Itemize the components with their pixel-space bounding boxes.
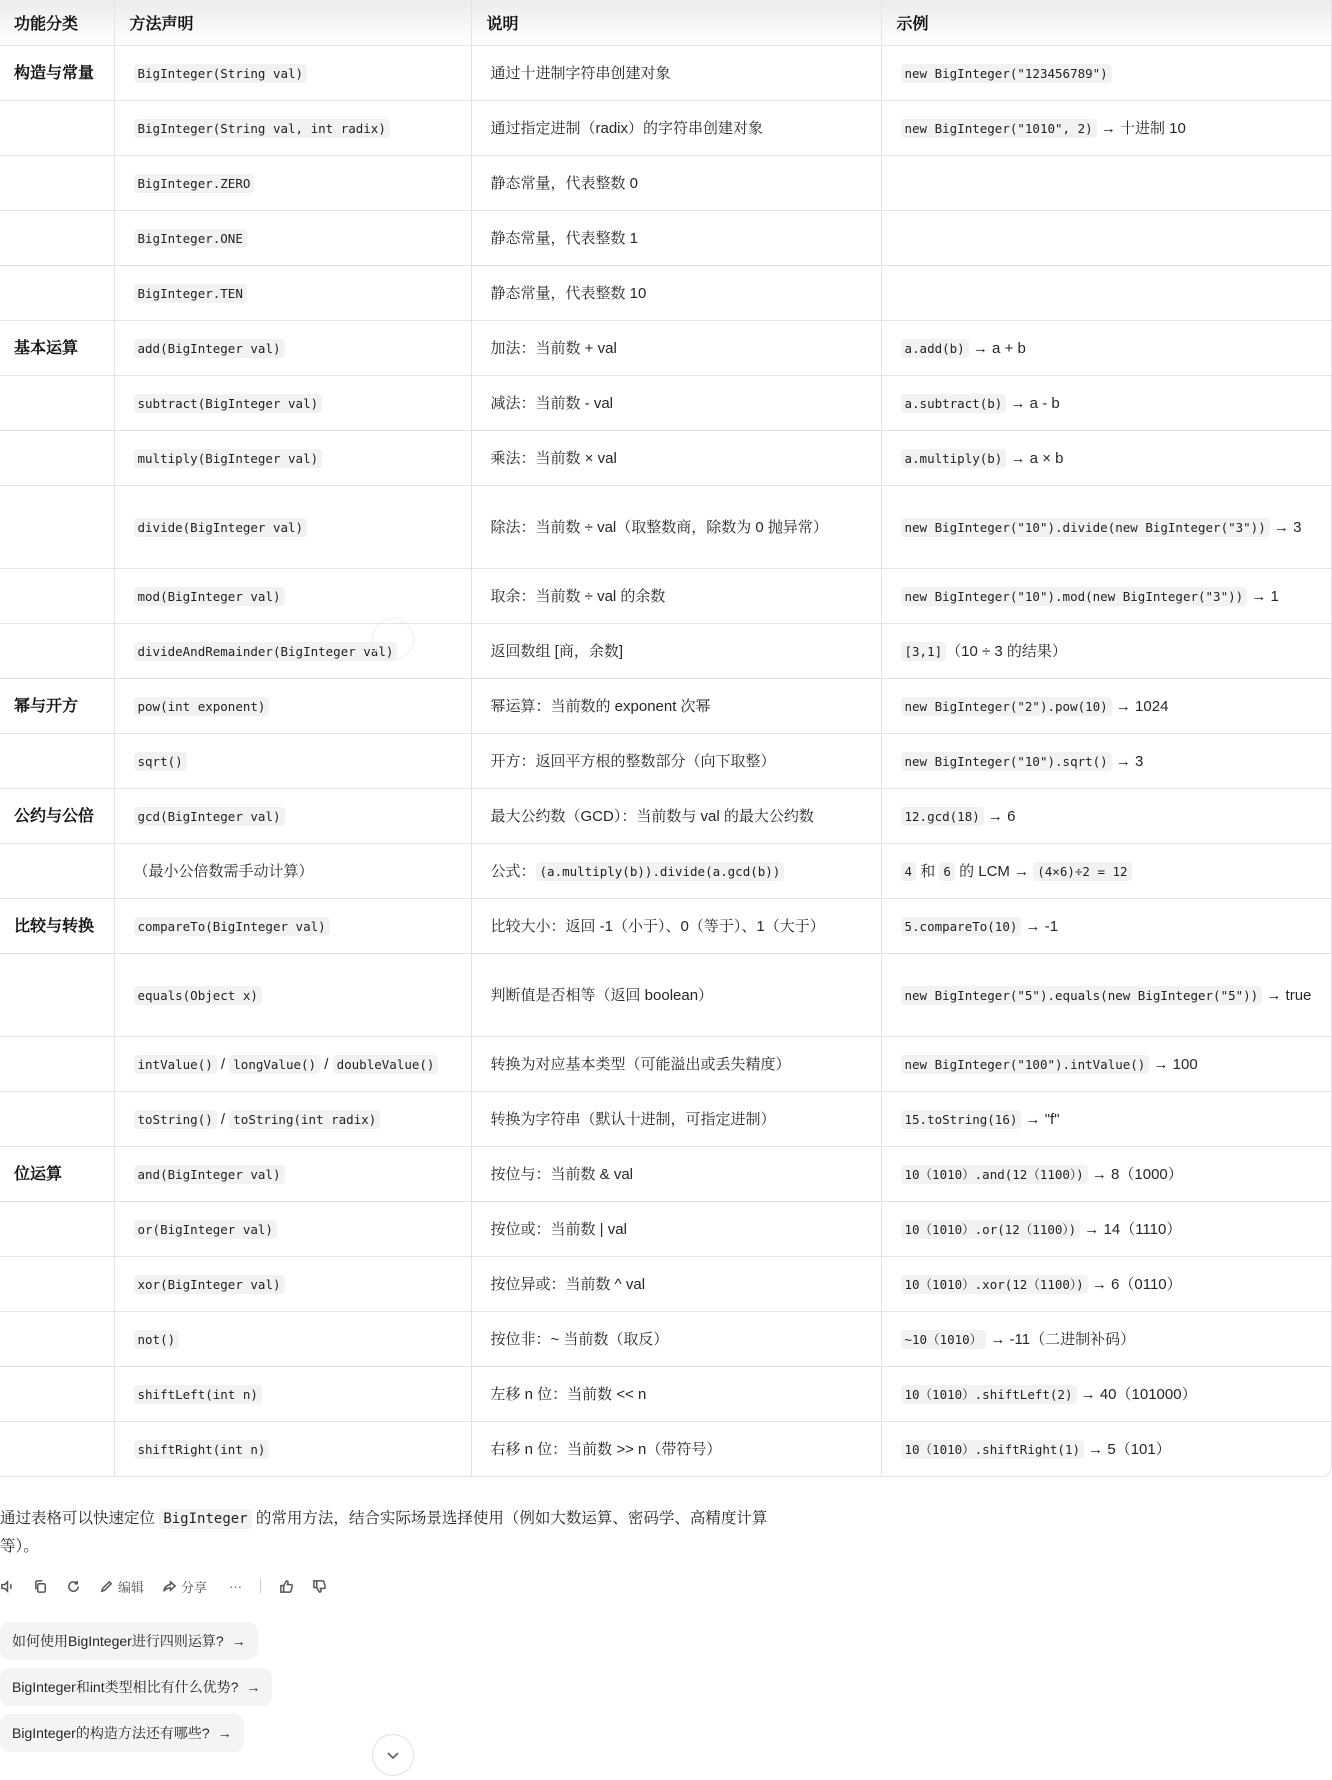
inline-code: equals(Object x) [134,986,262,1005]
cell-text: 按位与：当前数 & val [490,1165,634,1183]
category-cell [0,156,114,211]
table-row [0,431,1331,486]
cell-text: → a - b [1006,394,1060,412]
inline-code: toString() [134,1110,217,1129]
cell-text: 返回数组 [商，余数] [490,642,624,660]
inline-code: shiftRight(int n) [134,1440,270,1459]
share-button[interactable] [162,1577,207,1596]
category-cell: 比较与转换 [0,899,114,954]
table-row [0,1422,1331,1477]
table-row [0,211,1331,266]
cell-text: → 8（1000） [1087,1165,1183,1183]
category-cell [0,1257,114,1312]
example-cell [881,1367,1331,1422]
inline-code: (a.multiply(b)).divide(a.gcd(b)) [536,862,785,881]
inline-code: new BigInteger("5").equals(new BigInteger("5")) [901,986,1263,1005]
description-cell [471,679,881,734]
cell-text: → "f" [1021,1110,1060,1128]
cell-text: 左移 n 位：当前数 << n [490,1385,647,1403]
table-row [0,1092,1331,1147]
method-cell [114,844,471,899]
summary-code: BigInteger [159,1509,251,1529]
inline-code: 12.gcd(18) [901,807,984,826]
description-cell [471,1422,881,1477]
suggestion-item[interactable] [0,1714,244,1752]
example-cell [881,211,1331,266]
description-cell [471,376,881,431]
inline-code: ~10（1010） [901,1330,987,1349]
cell-text: / [216,1110,230,1128]
inline-code: shiftLeft(int n) [134,1385,262,1404]
method-cell [114,679,471,734]
description-cell [471,46,881,101]
inline-code: new BigInteger("2").pow(10) [901,697,1112,716]
table-row [0,1367,1331,1422]
dislike-button[interactable] [312,1579,327,1594]
speaker-icon [0,1579,15,1594]
inline-code: or(BigInteger val) [134,1220,277,1239]
table-row [0,734,1331,789]
table-row [0,844,1331,899]
cell-text: 的 LCM → [954,862,1034,880]
table-header-row [0,0,1331,46]
example-cell [881,101,1331,156]
suggestion-item[interactable] [0,1622,258,1660]
inline-code: intValue() [134,1055,217,1074]
category-cell [0,376,114,431]
cell-text: → true [1262,986,1312,1004]
description-cell [471,486,881,569]
inline-code: BigInteger(String val) [134,64,308,83]
cell-text: → 十进制 10 [1096,119,1186,137]
cell-text: （10 ÷ 3 的结果） [946,642,1067,660]
inline-code: new BigInteger("10").mod(new BigInteger("3")) [901,587,1248,606]
description-cell [471,1092,881,1147]
cell-text: → 3 [1111,752,1144,770]
description-cell [471,1037,881,1092]
inline-code: 15.toString(16) [901,1110,1022,1129]
cell-text: 取余：当前数 ÷ val 的余数 [490,587,666,605]
category-cell [0,1422,114,1477]
example-cell [881,1037,1331,1092]
cell-text: 判断值是否相等（返回 boolean） [490,986,714,1004]
table-row [0,321,1331,376]
inline-code: 5.compareTo(10) [901,917,1022,936]
description-cell [471,1367,881,1422]
example-cell [881,266,1331,321]
method-cell [114,1367,471,1422]
inline-code: divide(BigInteger val) [134,518,308,537]
cell-text: 幂运算：当前数的 exponent 次幂 [490,697,711,715]
inline-code: not() [134,1330,180,1349]
table-row [0,1312,1331,1367]
example-cell [881,431,1331,486]
edit-button[interactable] [99,1577,144,1596]
description-cell [471,1312,881,1367]
suggestion-item[interactable] [0,1668,272,1706]
description-cell [471,734,881,789]
category-cell [0,266,114,321]
table-row [0,266,1331,321]
description-cell [471,431,881,486]
cell-text: 通过十进制字符串创建对象 [490,64,671,82]
example-cell [881,844,1331,899]
inline-code: new BigInteger("100").intValue() [901,1055,1150,1074]
cell-text: → 3 [1269,518,1302,536]
cell-text: → 6 [983,807,1016,825]
description-cell [471,569,881,624]
description-cell [471,321,881,376]
cell-text: 开方：返回平方根的整数部分（向下取整） [490,752,776,770]
example-cell [881,1202,1331,1257]
method-cell [114,569,471,624]
category-cell [0,1367,114,1422]
cell-text: 按位非：~ 当前数（取反） [490,1330,669,1348]
category-cell [0,486,114,569]
table-row [0,569,1331,624]
inline-code: BigInteger(String val, int radix) [134,119,390,138]
suggestion-text: 如何使用BigInteger进行四则运算? [12,1633,224,1649]
inline-code: (4×6)÷2 = 12 [1033,862,1131,881]
inline-code: add(BigInteger val) [134,339,285,358]
inline-code: a.add(b) [901,339,969,358]
header-description: 说明 [471,0,881,46]
summary-before: 通过表格可以快速定位 [0,1510,160,1527]
inline-code: 10（1010）.shiftRight(1) [901,1440,1085,1459]
method-cell [114,1147,471,1202]
inline-code: new BigInteger("123456789") [901,64,1112,83]
cell-text: / [320,1055,333,1073]
cell-text: （最小公倍数需手动计算） [133,862,314,880]
category-cell [0,1312,114,1367]
example-cell [881,1147,1331,1202]
description-cell [471,266,881,321]
inline-code: 10（1010）.xor(12（1100）) [901,1275,1088,1294]
inline-code: 6 [939,862,955,881]
suggestion-text: BigInteger的构造方法还有哪些? [12,1725,210,1741]
method-cell [114,1202,471,1257]
cell-text: → 6（0110） [1087,1275,1182,1293]
inline-code: toString(int radix) [229,1110,380,1129]
cell-text: → 5（101） [1084,1440,1171,1458]
arrow-right-icon: → [217,1725,232,1741]
example-cell [881,486,1331,569]
cell-text: → 14（1110） [1080,1220,1182,1238]
method-cell [114,376,471,431]
scroll-down-button[interactable] [372,1734,414,1776]
method-cell [114,211,471,266]
method-cell [114,46,471,101]
faint-overlay-circle [372,618,414,660]
header-category: 功能分类 [0,0,114,46]
category-cell: 幂与开方 [0,679,114,734]
inline-code: BigInteger.ZERO [134,174,255,193]
example-cell [881,789,1331,844]
category-cell [0,624,114,679]
inline-code: BigInteger.ONE [134,229,247,248]
header-method: 方法声明 [114,0,471,46]
description-cell [471,899,881,954]
example-cell [881,899,1331,954]
method-cell [114,1037,471,1092]
inline-code: new BigInteger("1010", 2) [901,119,1097,138]
example-cell [881,1257,1331,1312]
chevron-down-icon [385,1747,401,1763]
table-row [0,376,1331,431]
inline-code: compareTo(BigInteger val) [134,917,330,936]
method-cell [114,789,471,844]
description-cell [471,211,881,266]
method-cell [114,954,471,1037]
more-icon: ··· [229,1578,243,1594]
inline-code: subtract(BigInteger val) [134,394,323,413]
description-cell [471,1257,881,1312]
cell-text: 按位异或：当前数 ^ val [490,1275,646,1293]
example-cell [881,1422,1331,1477]
table-row [0,156,1331,211]
summary-after: 的常用方法，结合实际场景选择使用（例如大数运算、密码学、高精度计算等）。 [0,1510,768,1555]
example-cell [881,679,1331,734]
table-row [0,1202,1331,1257]
cell-text: → -11（二进制补码） [986,1330,1136,1348]
category-cell [0,431,114,486]
category-cell [0,954,114,1037]
cell-text: 静态常量，代表整数 0 [490,174,639,192]
cell-text: → 1 [1247,587,1279,605]
copy-button[interactable] [33,1579,48,1594]
inline-code: 4 [901,862,917,881]
table-row [0,624,1331,679]
inline-code: divideAndRemainder(BigInteger val) [134,642,398,661]
table-body [0,46,1331,1477]
inline-code: [3,1] [901,642,947,661]
suggestion-text: BigInteger和int类型相比有什么优势? [12,1679,239,1695]
refresh-icon [66,1579,81,1594]
like-button[interactable] [279,1579,294,1594]
example-cell [881,46,1331,101]
share-icon [162,1579,177,1594]
table-row [0,486,1331,569]
edit-icon [99,1579,114,1594]
edit-label: 编辑 [118,1579,145,1595]
inline-code: new BigInteger("10").sqrt() [901,752,1112,771]
example-cell [881,569,1331,624]
cell-text: 右移 n 位：当前数 >> n（带符号） [490,1440,722,1458]
arrow-right-icon: → [246,1679,261,1695]
method-cell [114,486,471,569]
category-cell: 位运算 [0,1147,114,1202]
cell-text: → 40（101000） [1076,1385,1197,1403]
example-cell [881,734,1331,789]
cell-text: 静态常量，代表整数 10 [490,284,647,302]
inline-code: BigInteger.TEN [134,284,247,303]
cell-text: 静态常量，代表整数 1 [490,229,639,247]
category-cell [0,844,114,899]
inline-code: new BigInteger("10").divide(new BigInteger("3")) [901,518,1270,537]
example-cell [881,1312,1331,1367]
example-cell [881,376,1331,431]
cell-text: 加法：当前数 + val [490,339,617,357]
method-cell [114,101,471,156]
category-cell: 构造与常量 [0,46,114,101]
table-row [0,679,1331,734]
cell-text: 转换为字符串（默认十进制，可指定进制） [490,1110,776,1128]
cell-text: / [216,1055,230,1073]
cell-text: → 1024 [1111,697,1169,715]
inline-code: sqrt() [134,752,187,771]
method-cell [114,431,471,486]
example-cell [881,1092,1331,1147]
inline-code: doubleValue() [333,1055,439,1074]
method-cell [114,321,471,376]
category-cell [0,1037,114,1092]
inline-code: longValue() [229,1055,320,1074]
cell-text: → a + b [968,339,1026,357]
cell-text: 按位或：当前数 | val [490,1220,627,1238]
cell-text: 最大公约数（GCD）：当前数与 val 的最大公约数 [490,807,814,825]
inline-code: 10（1010）.or(12（1100）) [901,1220,1081,1239]
description-cell [471,954,881,1037]
table-row [0,1257,1331,1312]
inline-code: xor(BigInteger val) [134,1275,285,1294]
description-cell [471,624,881,679]
thumbs-down-icon [312,1579,327,1594]
method-cell [114,1312,471,1367]
cell-text: 和 [916,862,940,880]
table-row [0,1147,1331,1202]
cell-text: → a × b [1006,449,1064,467]
example-cell [881,954,1331,1037]
description-cell [471,156,881,211]
arrow-right-icon: → [231,1633,246,1649]
header-example: 示例 [881,0,1331,46]
category-cell [0,101,114,156]
method-cell [114,624,471,679]
copy-icon [33,1579,48,1594]
table-row [0,789,1331,844]
method-cell [114,734,471,789]
inline-code: 10（1010）.and(12（1100）) [901,1165,1088,1184]
inline-code: a.subtract(b) [901,394,1007,413]
cell-text: 转换为对应基本类型（可能溢出或丢失精度） [490,1055,791,1073]
more-button[interactable] [225,1579,242,1594]
method-cell [114,1422,471,1477]
method-cell [114,899,471,954]
method-cell [114,266,471,321]
example-cell [881,624,1331,679]
description-cell [471,101,881,156]
read-aloud-button[interactable] [0,1579,15,1594]
method-cell [114,156,471,211]
table-row [0,1037,1331,1092]
description-cell [471,1202,881,1257]
thumbs-up-icon [279,1579,294,1594]
description-cell [471,1147,881,1202]
example-cell [881,321,1331,376]
cell-text: 减法：当前数 - val [490,394,614,412]
cell-text: 比较大小：返回 -1（小于）、0（等于）、1（大于） [490,917,825,935]
inline-code: gcd(BigInteger val) [134,807,285,826]
cell-text: → -1 [1021,917,1059,935]
method-cell [114,1257,471,1312]
table-row [0,899,1331,954]
table-row [0,954,1331,1037]
description-cell [471,844,881,899]
method-cell [114,1092,471,1147]
category-cell [0,734,114,789]
cell-text: 通过指定进制（radix）的字符串创建对象 [490,119,764,137]
cell-text: 乘法：当前数 × val [490,449,617,467]
inline-code: multiply(BigInteger val) [134,449,323,468]
table-row [0,101,1331,156]
cell-text: 除法：当前数 ÷ val（取整数商，除数为 0 抛异常） [490,518,828,536]
summary-text [0,1505,800,1561]
cell-text: → 100 [1149,1055,1198,1073]
message-actions [0,1574,345,1598]
cell-text: 公式： [490,862,536,880]
table-row [0,46,1331,101]
inline-code: 10（1010）.shiftLeft(2) [901,1385,1077,1404]
inline-code: and(BigInteger val) [134,1165,285,1184]
category-cell: 公约与公倍 [0,789,114,844]
actions-divider [260,1579,261,1593]
category-cell [0,1202,114,1257]
category-cell [0,211,114,266]
share-label: 分享 [181,1579,208,1595]
category-cell [0,1092,114,1147]
regenerate-button[interactable] [66,1579,81,1594]
example-cell [881,156,1331,211]
description-cell [471,789,881,844]
category-cell: 基本运算 [0,321,114,376]
inline-code: pow(int exponent) [134,697,270,716]
inline-code: mod(BigInteger val) [134,587,285,606]
inline-code: a.multiply(b) [901,449,1007,468]
category-cell [0,569,114,624]
